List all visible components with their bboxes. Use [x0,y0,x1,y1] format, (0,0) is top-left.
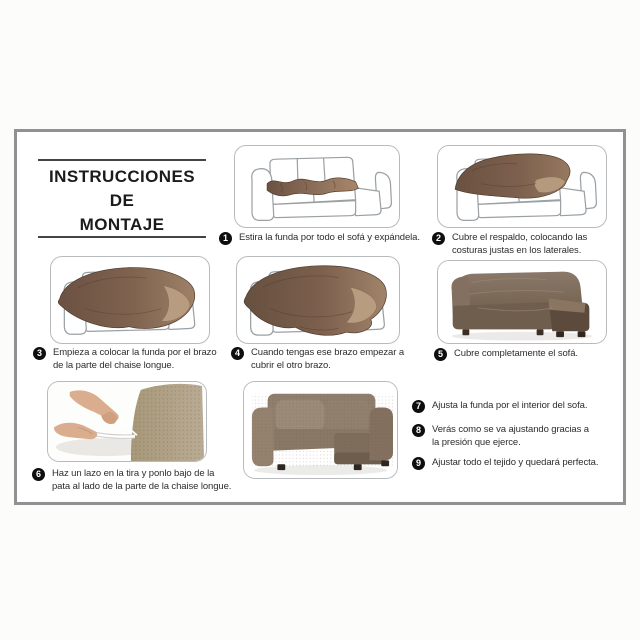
sofa-cover-over-chaise-arm-illustration [51,257,209,343]
step-8-caption [412,424,589,449]
step-7-caption [412,400,587,413]
step-3-caption [33,347,217,372]
covered-sofa-photo [438,261,606,343]
step-4-illustration-card [236,256,400,344]
step-8-text: Verás como se va ajustando gracias a la presión que ejerce. [432,424,589,448]
hands-tying-strap-photo [48,382,206,461]
step-1-number-badge: 1 [219,232,232,245]
title-rule-bottom [38,236,206,238]
step-1-text: Estira la funda por todo el sofá y expándela. [239,232,420,243]
step-6-illustration-card [47,381,207,462]
step-6-text: Haz un lazo en la tira y ponlo bajo de la pata al lado de la parte de la chaise longue. [52,468,232,492]
sofa-cover-on-seat-illustration [235,146,399,227]
instruction-sheet [14,129,626,505]
step-5-text: Cubre completamente el sofá. [454,348,578,359]
step-2-caption [432,232,587,257]
step-4-text: Cuando tengas ese brazo empezar a cubrir el otro brazo. [251,347,405,371]
title-rule-top [38,159,206,161]
step-3-illustration-card [50,256,210,344]
step-7-number-badge: 7 [412,400,425,413]
sofa-cover-over-both-arms-illustration [237,257,399,343]
step-9-caption [412,457,598,470]
step-6-caption [32,468,231,493]
sofa-cover-over-backrest-illustration [438,146,606,227]
step-9-number-badge: 9 [412,457,425,470]
finished-covered-sofa-photo [244,382,397,478]
title-line-3: MONTAJE [79,215,165,234]
step-2-illustration-card [437,145,607,228]
step-3-text: Empieza a colocar la funda por el brazo de la parte del chaise longue. [53,347,217,371]
title-line-1: INSTRUCCIONES [49,167,195,186]
title-line-2: DE [109,191,135,210]
step-4-number-badge: 4 [231,347,244,360]
step-5-illustration-card [437,260,607,344]
finished-sofa-photo-card [243,381,398,479]
step-1-illustration-card [234,145,400,228]
step-3-number-badge: 3 [33,347,46,360]
step-5-caption [434,348,578,361]
step-2-number-badge: 2 [432,232,445,245]
step-9-text: Ajustar todo el tejido y quedará perfecta. [432,457,599,468]
step-7-text: Ajusta la funda por el interior del sofa. [432,400,588,411]
step-5-number-badge: 5 [434,348,447,361]
step-8-number-badge: 8 [412,424,425,437]
page-title [28,165,216,237]
step-6-number-badge: 6 [32,468,45,481]
step-4-caption [231,347,404,372]
step-2-text: Cubre el respaldo, colocando las costuras justas en los laterales. [452,232,588,256]
step-1-caption [219,232,420,245]
